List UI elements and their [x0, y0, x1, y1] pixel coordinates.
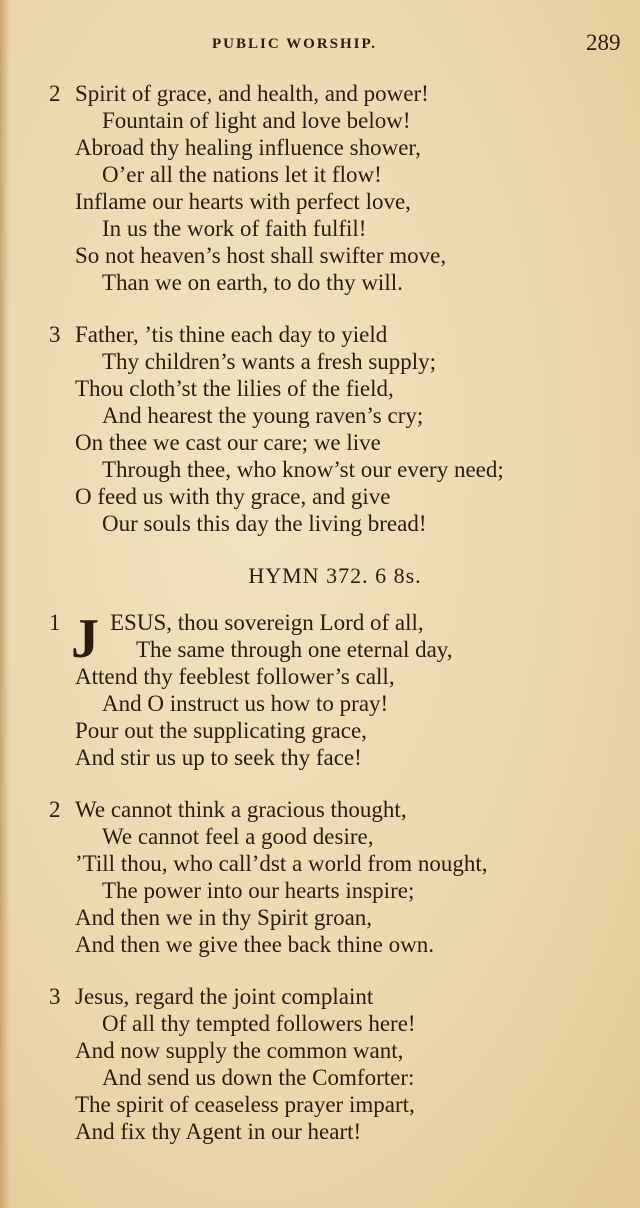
stanza	[0, 983, 640, 1145]
stanza	[0, 321, 640, 537]
verse-line: And then we in thy Spirit groan,	[75, 905, 373, 930]
verse-line: The spirit of ceaseless prayer impart,	[75, 1092, 415, 1117]
verse-line: So not heaven’s host shall swifter move,	[75, 243, 447, 268]
verse-line: Pour out the supplicating grace,	[75, 718, 367, 743]
verse-line: ’Till thou, who call’dst a world from nought,	[75, 851, 488, 876]
verse-line: Fountain of light and love below!	[102, 108, 411, 133]
page-content	[0, 80, 640, 1170]
stanza-number: 2	[49, 81, 61, 106]
verse-line: And stir us up to seek thy face!	[75, 745, 362, 770]
stanza-number: 1	[49, 610, 61, 635]
verse-line: ESUS, thou sovereign Lord of all,	[110, 610, 424, 635]
verse-line: Than we on earth, to do thy will.	[102, 270, 403, 295]
hymn-heading: HYMN 372. 6 8s.	[248, 563, 422, 588]
verse-line: The same through one eternal day,	[136, 637, 453, 662]
stanza-number: 2	[49, 797, 61, 822]
verse-line: On thee we cast our care; we live	[75, 430, 381, 455]
verse-line: Inflame our hearts with perfect love,	[75, 189, 411, 214]
page-number: 289	[586, 30, 621, 55]
verse-line: And fix thy Agent in our heart!	[75, 1119, 362, 1144]
verse-line: We cannot feel a good desire,	[102, 824, 374, 849]
stanza-number: 3	[49, 984, 61, 1009]
stanza	[0, 796, 640, 958]
drop-cap: J	[71, 608, 99, 670]
verse-line: And now supply the common want,	[75, 1038, 404, 1063]
verse-line: And hearest the young raven’s cry;	[102, 403, 424, 428]
page-header	[0, 30, 640, 60]
running-head: PUBLIC WORSHIP.	[212, 36, 378, 52]
verse-line: Of all thy tempted followers here!	[102, 1011, 416, 1036]
verse-line: Attend thy feeblest follower’s call,	[75, 664, 395, 689]
verse-line: Spirit of grace, and health, and power!	[75, 81, 429, 106]
verse-line: Thou cloth’st the lilies of the field,	[75, 376, 394, 401]
verse-line: Through thee, who know’st our every need;	[102, 457, 504, 482]
stanza	[0, 80, 640, 296]
verse-line: Thy children’s wants a fresh supply;	[102, 349, 437, 374]
stanza	[0, 609, 640, 771]
stanza-number: 3	[49, 322, 61, 347]
verse-line: Abroad thy healing influence shower,	[75, 135, 421, 160]
verse-line: O feed us with thy grace, and give	[75, 484, 391, 509]
verse-line: The power into our hearts inspire;	[102, 878, 415, 903]
verse-line: And send us down the Comforter:	[102, 1065, 415, 1090]
verse-line: And then we give thee back thine own.	[75, 932, 434, 957]
verse-line: And O instruct us how to pray!	[102, 691, 389, 716]
verse-line: We cannot think a gracious thought,	[75, 797, 407, 822]
verse-line: Our souls this day the living bread!	[102, 511, 427, 536]
verse-line: Jesus, regard the joint complaint	[75, 984, 374, 1009]
verse-line: Father, ’tis thine each day to yield	[75, 322, 388, 347]
verse-line: In us the work of faith fulfil!	[102, 216, 367, 241]
verse-line: O’er all the nations let it flow!	[102, 162, 382, 187]
